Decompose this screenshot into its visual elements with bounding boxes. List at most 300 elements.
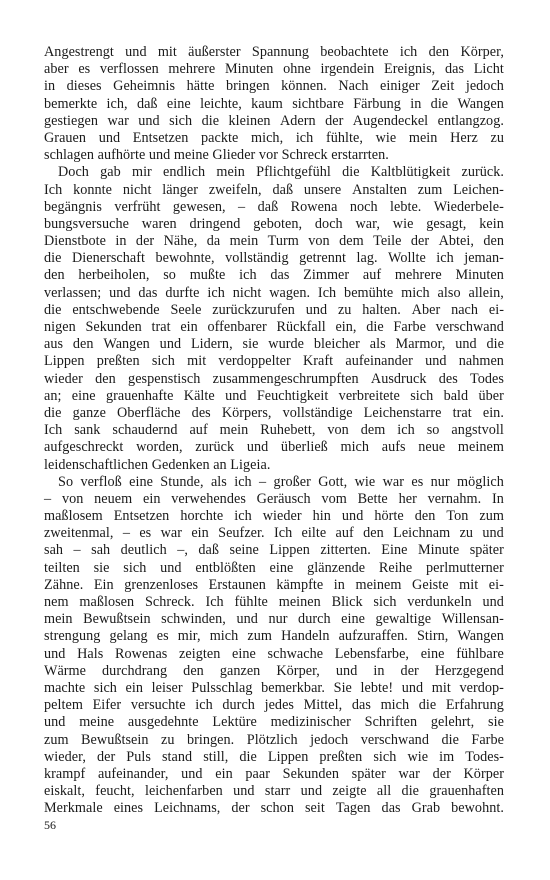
text-line	[44, 439, 504, 456]
text-line	[44, 267, 504, 284]
word: sank	[74, 422, 101, 439]
word: ich	[234, 508, 252, 525]
word: unsere	[303, 181, 342, 198]
word: medizinischer	[270, 714, 351, 731]
word: Lidern,	[190, 336, 233, 353]
word: kaum	[251, 95, 283, 112]
text-line	[44, 680, 504, 697]
word: den	[44, 267, 65, 284]
word: wie	[407, 748, 429, 765]
word: den	[414, 508, 436, 525]
word: bemühte	[344, 284, 394, 301]
word: waren	[141, 215, 177, 232]
word: ich,	[106, 95, 128, 112]
word: Schriften	[364, 714, 418, 731]
word: Licht	[473, 61, 504, 78]
text-line	[44, 594, 504, 611]
word: Leichenstarre	[363, 404, 442, 421]
text-line	[44, 663, 504, 680]
word: mußte	[189, 267, 226, 284]
word: Ein	[93, 576, 114, 593]
word: Rückfall	[276, 319, 326, 335]
word: In	[492, 490, 504, 507]
word: Ich	[317, 284, 337, 301]
word: bringen	[225, 78, 270, 95]
word: so	[426, 422, 440, 439]
word: also	[437, 284, 461, 301]
word: mit	[157, 44, 177, 60]
word: ei-	[488, 301, 504, 318]
word: Oberfläche	[117, 404, 181, 421]
word: aufeinander	[345, 353, 413, 370]
word: Leichnam	[393, 525, 451, 542]
word: zweitenmal,	[44, 525, 114, 542]
word: die	[44, 301, 62, 318]
text-line	[44, 371, 504, 388]
word: eine	[129, 473, 153, 490]
word: vollständig	[225, 250, 289, 267]
word: hin	[312, 508, 331, 525]
word: worden,	[136, 439, 183, 456]
word: und	[300, 783, 323, 800]
word: und	[233, 783, 255, 800]
word: es	[411, 473, 424, 490]
word: ich	[239, 267, 257, 284]
word: teilten	[44, 559, 80, 576]
word: Geräusch	[256, 490, 311, 507]
word: Körper,	[276, 662, 320, 679]
word: ich	[295, 129, 314, 146]
word: grenzenloses	[124, 576, 199, 593]
word: zeigten	[179, 645, 221, 662]
word: eine	[166, 95, 191, 112]
word: sich	[169, 112, 193, 129]
word: zu	[459, 525, 474, 542]
word: dringend	[189, 215, 241, 232]
word: und	[44, 714, 66, 731]
word: leiser	[151, 679, 183, 696]
word: gab	[100, 164, 121, 181]
word: sichtbare	[292, 95, 344, 112]
word: Sekunden	[85, 319, 142, 335]
word: die	[486, 336, 504, 353]
word: Marmor,	[395, 336, 446, 353]
text-line	[44, 405, 504, 422]
word: Sekunden	[282, 765, 340, 782]
word: Erstaunen	[208, 576, 266, 593]
word: sich	[373, 748, 397, 765]
word: zeigte	[332, 783, 367, 800]
word: mein	[229, 233, 259, 250]
word: verwehendes	[171, 490, 246, 507]
word: grauenhafte	[105, 387, 174, 404]
word: sie	[242, 336, 259, 353]
word: Lippen	[269, 542, 310, 559]
word: verdop-	[459, 679, 504, 696]
word: daß	[257, 198, 279, 215]
word: angstvoll	[451, 422, 504, 439]
word: der	[432, 765, 451, 782]
word: des	[438, 370, 458, 387]
word: glänzende	[307, 559, 366, 576]
word: Grauen	[44, 129, 87, 146]
word: entlangzog.	[437, 112, 504, 129]
word: seine	[229, 542, 259, 559]
word: den	[363, 525, 384, 542]
word: war	[398, 765, 420, 782]
word: preßten	[96, 353, 140, 370]
word: gelehrt,	[430, 714, 475, 731]
word: mich	[401, 284, 430, 301]
word: Leichen-	[453, 181, 504, 198]
word: war	[160, 525, 182, 542]
word: sich	[93, 679, 117, 696]
text-line	[44, 353, 504, 370]
word: die	[418, 697, 437, 714]
word: eine	[269, 559, 294, 576]
word: und	[109, 284, 131, 301]
word: verfloß	[80, 473, 122, 490]
word: mir,	[177, 628, 201, 645]
word: Sie	[333, 679, 352, 696]
word: ei-	[488, 576, 504, 593]
text-line	[44, 732, 504, 749]
word: Pflichtgefühl	[256, 164, 331, 181]
word: ich	[234, 473, 252, 490]
word: Puls	[126, 748, 151, 765]
word: leichte,	[200, 95, 242, 112]
word: Färbung	[353, 95, 401, 112]
word: des	[191, 404, 211, 421]
word: zusammengeschrumpften	[212, 370, 359, 387]
word: Schreck.	[144, 594, 195, 610]
text-line	[44, 577, 504, 594]
word: Körper,	[460, 44, 504, 60]
word: jeman-	[464, 250, 504, 267]
word: bringen.	[186, 731, 235, 748]
word: lebte!	[360, 679, 394, 696]
word: und	[425, 353, 447, 370]
word: Ich	[44, 422, 63, 439]
text-line	[44, 388, 504, 405]
word: ein,	[335, 319, 357, 335]
word: starr	[264, 783, 291, 800]
word: Ereignis,	[384, 61, 436, 78]
word: der	[400, 662, 419, 679]
word: über	[478, 387, 504, 404]
word: so	[163, 267, 176, 284]
word: eilte	[301, 525, 327, 542]
word: entblößten	[195, 559, 256, 576]
word: Leichnams,	[154, 800, 221, 817]
word: die	[342, 164, 360, 181]
word: ein	[143, 490, 161, 507]
word: Zimmer	[303, 267, 350, 284]
word: her	[398, 490, 417, 507]
word: krampf	[44, 765, 86, 782]
word: endlich	[163, 164, 206, 181]
word: bewohnte,	[155, 250, 215, 267]
word: Reihe	[378, 559, 413, 576]
word: sah	[91, 542, 111, 559]
word: Seufzer.	[218, 525, 265, 542]
word: und	[125, 44, 147, 60]
word: nigen	[44, 319, 76, 335]
word: grauenhaften	[429, 783, 504, 800]
word: später	[469, 542, 504, 559]
word: ein	[191, 525, 209, 542]
word: Willensan-	[441, 611, 504, 628]
word: in	[373, 662, 385, 679]
word: verlassen;	[44, 284, 102, 301]
word: verflossen	[99, 61, 159, 78]
word: –,	[177, 542, 188, 559]
word: Angestrengt	[44, 44, 114, 60]
text-line	[44, 44, 504, 61]
word: Geheimnis	[113, 78, 176, 95]
word: Farbe	[471, 731, 504, 748]
word: Eifer	[92, 697, 122, 714]
word: hätte	[186, 78, 215, 95]
word: aufgeschreckt	[44, 439, 124, 456]
word: auf	[189, 422, 208, 439]
text-line	[44, 697, 504, 714]
word: mein	[216, 164, 245, 181]
text-line	[44, 285, 504, 302]
word: durfte	[165, 284, 200, 301]
word: Plötzlich	[246, 731, 298, 748]
word: und	[246, 439, 269, 456]
text-line	[44, 216, 504, 233]
word: Farbe	[393, 319, 426, 335]
word: den	[95, 370, 116, 387]
text-line	[44, 336, 504, 353]
word: halten.	[362, 301, 401, 318]
word: verfrüht	[114, 198, 161, 215]
word: und	[482, 594, 504, 610]
word: perlmutterner	[426, 559, 504, 576]
word: zurück.	[461, 164, 504, 181]
word: ein	[180, 319, 198, 335]
text-line	[44, 646, 504, 663]
word: verbreitete	[338, 387, 400, 404]
word: strengung	[44, 628, 101, 645]
word: verschwand	[360, 731, 429, 748]
word: ich	[399, 44, 418, 60]
word: und	[455, 336, 477, 353]
word: die	[239, 748, 257, 765]
word: gewaltige	[375, 611, 432, 628]
word: und	[236, 611, 258, 628]
word: Todes-	[465, 748, 504, 765]
text-line	[44, 491, 504, 508]
word: in	[333, 576, 345, 593]
word: wagen.	[269, 284, 311, 301]
word: ganze	[72, 404, 106, 421]
word: einiger	[380, 78, 420, 95]
word: Turm	[267, 233, 299, 250]
word: eiskalt,	[44, 783, 85, 800]
word: zu	[490, 129, 504, 146]
word: das	[138, 284, 158, 301]
word: aufzuraffen.	[338, 628, 408, 645]
word: Dienerschaft	[71, 250, 146, 267]
word: mein	[408, 129, 438, 146]
word: in	[44, 78, 56, 95]
word: bungsversuche	[44, 215, 129, 232]
word: Zähne.	[44, 576, 84, 593]
word: mit	[431, 679, 451, 696]
word: schaudernd	[112, 422, 178, 439]
word: gelang	[109, 628, 148, 645]
word: Minuten	[455, 267, 504, 284]
word: So	[58, 473, 74, 490]
word: Wangen	[457, 95, 504, 112]
word: Minute	[417, 542, 460, 559]
word: wieder	[262, 508, 302, 525]
word: nahmen	[458, 353, 504, 370]
word: preßten	[319, 748, 363, 765]
word: sich	[373, 594, 397, 610]
word: meine	[79, 714, 115, 731]
word: wie	[392, 215, 414, 232]
word: sich	[123, 559, 147, 576]
word: Wollte	[388, 250, 426, 267]
word: horchte	[180, 508, 224, 525]
word: –	[44, 490, 52, 507]
word: zum	[479, 508, 504, 525]
word: meinem	[457, 439, 504, 456]
word: Nähe,	[163, 233, 198, 250]
word: ein	[215, 765, 233, 782]
word: ein	[125, 679, 144, 696]
word: Körpers,	[221, 404, 272, 421]
word: mein	[44, 611, 73, 628]
word: sie	[93, 559, 110, 576]
word: eine	[420, 645, 445, 662]
word: sah	[44, 542, 64, 559]
word: und	[401, 679, 424, 696]
word: die	[201, 112, 220, 129]
word: mein	[219, 422, 249, 439]
word: und	[305, 301, 328, 318]
word: schwinden,	[161, 611, 226, 628]
text-line	[44, 800, 504, 817]
word: der	[135, 233, 155, 250]
word: auf	[335, 525, 354, 542]
word: der	[325, 112, 344, 129]
word: Hals	[77, 645, 104, 662]
word: die	[366, 319, 384, 335]
word: das	[270, 267, 290, 284]
word: daß	[198, 542, 220, 559]
word: bald	[443, 387, 469, 404]
word: den	[483, 233, 504, 250]
text-line	[44, 182, 504, 199]
word: zum	[247, 628, 272, 645]
word: jedoch	[465, 78, 504, 95]
word: länger	[162, 181, 198, 198]
word: leichenfarben	[144, 783, 223, 800]
word: es	[139, 525, 152, 542]
word: Handeln	[281, 628, 330, 645]
word: und	[138, 112, 160, 129]
word: das	[351, 697, 371, 714]
word: Kaltblütigkeit	[370, 164, 451, 181]
word: ich	[436, 250, 454, 267]
word: nach	[451, 301, 479, 318]
word: wie	[375, 129, 397, 146]
word: nur	[430, 473, 450, 490]
word: all	[376, 783, 392, 800]
word: allein,	[468, 284, 504, 301]
word: von	[61, 490, 84, 507]
word: packte	[201, 129, 239, 146]
word: und	[181, 765, 203, 782]
word: versuchte	[130, 697, 186, 714]
word: Wangen	[457, 628, 504, 645]
word: den	[72, 336, 94, 353]
word: und	[482, 525, 504, 542]
word: mehrere	[168, 61, 216, 78]
word: an;	[44, 387, 62, 404]
text-body	[44, 44, 504, 817]
word: das	[381, 800, 401, 817]
word: –	[122, 525, 130, 542]
word: nem	[44, 594, 69, 610]
word: der	[96, 748, 116, 765]
word: daß	[272, 181, 294, 198]
word: Dienstbote	[44, 233, 106, 250]
word: jedoch	[310, 731, 349, 748]
word: auf	[362, 267, 382, 284]
word: sich	[151, 353, 175, 370]
word: daß	[136, 95, 158, 112]
word: noch	[349, 198, 378, 215]
text-line	[44, 319, 504, 336]
word: aufeinander,	[97, 765, 169, 782]
word: vom	[321, 490, 347, 507]
word: nicht	[232, 284, 262, 301]
word: zu	[161, 731, 175, 748]
word: verdunkeln	[407, 594, 472, 610]
word: den	[428, 44, 450, 60]
word: können.	[281, 78, 327, 95]
word: mir	[131, 164, 152, 181]
word: trat	[452, 404, 472, 421]
word: Kälte	[183, 387, 215, 404]
word: meinem	[355, 576, 402, 593]
word: das	[444, 61, 465, 78]
text-line	[44, 302, 504, 319]
word: Ich	[273, 525, 293, 542]
word: Herzgegend	[434, 662, 504, 679]
word: Wärme	[44, 662, 86, 679]
word: Zeit	[431, 78, 455, 95]
word: verschwand	[435, 319, 504, 335]
word: nicht	[122, 181, 152, 198]
word: Entsetzen	[132, 129, 189, 146]
word: dem	[360, 422, 386, 439]
text-line	[44, 96, 504, 113]
word: Gott,	[318, 473, 348, 490]
word: Teile	[373, 233, 402, 250]
word: vollständige	[282, 404, 353, 421]
word: kleinen	[228, 112, 271, 129]
word: da	[206, 233, 221, 250]
word: Stirn,	[416, 628, 449, 645]
word: aber	[44, 61, 69, 78]
